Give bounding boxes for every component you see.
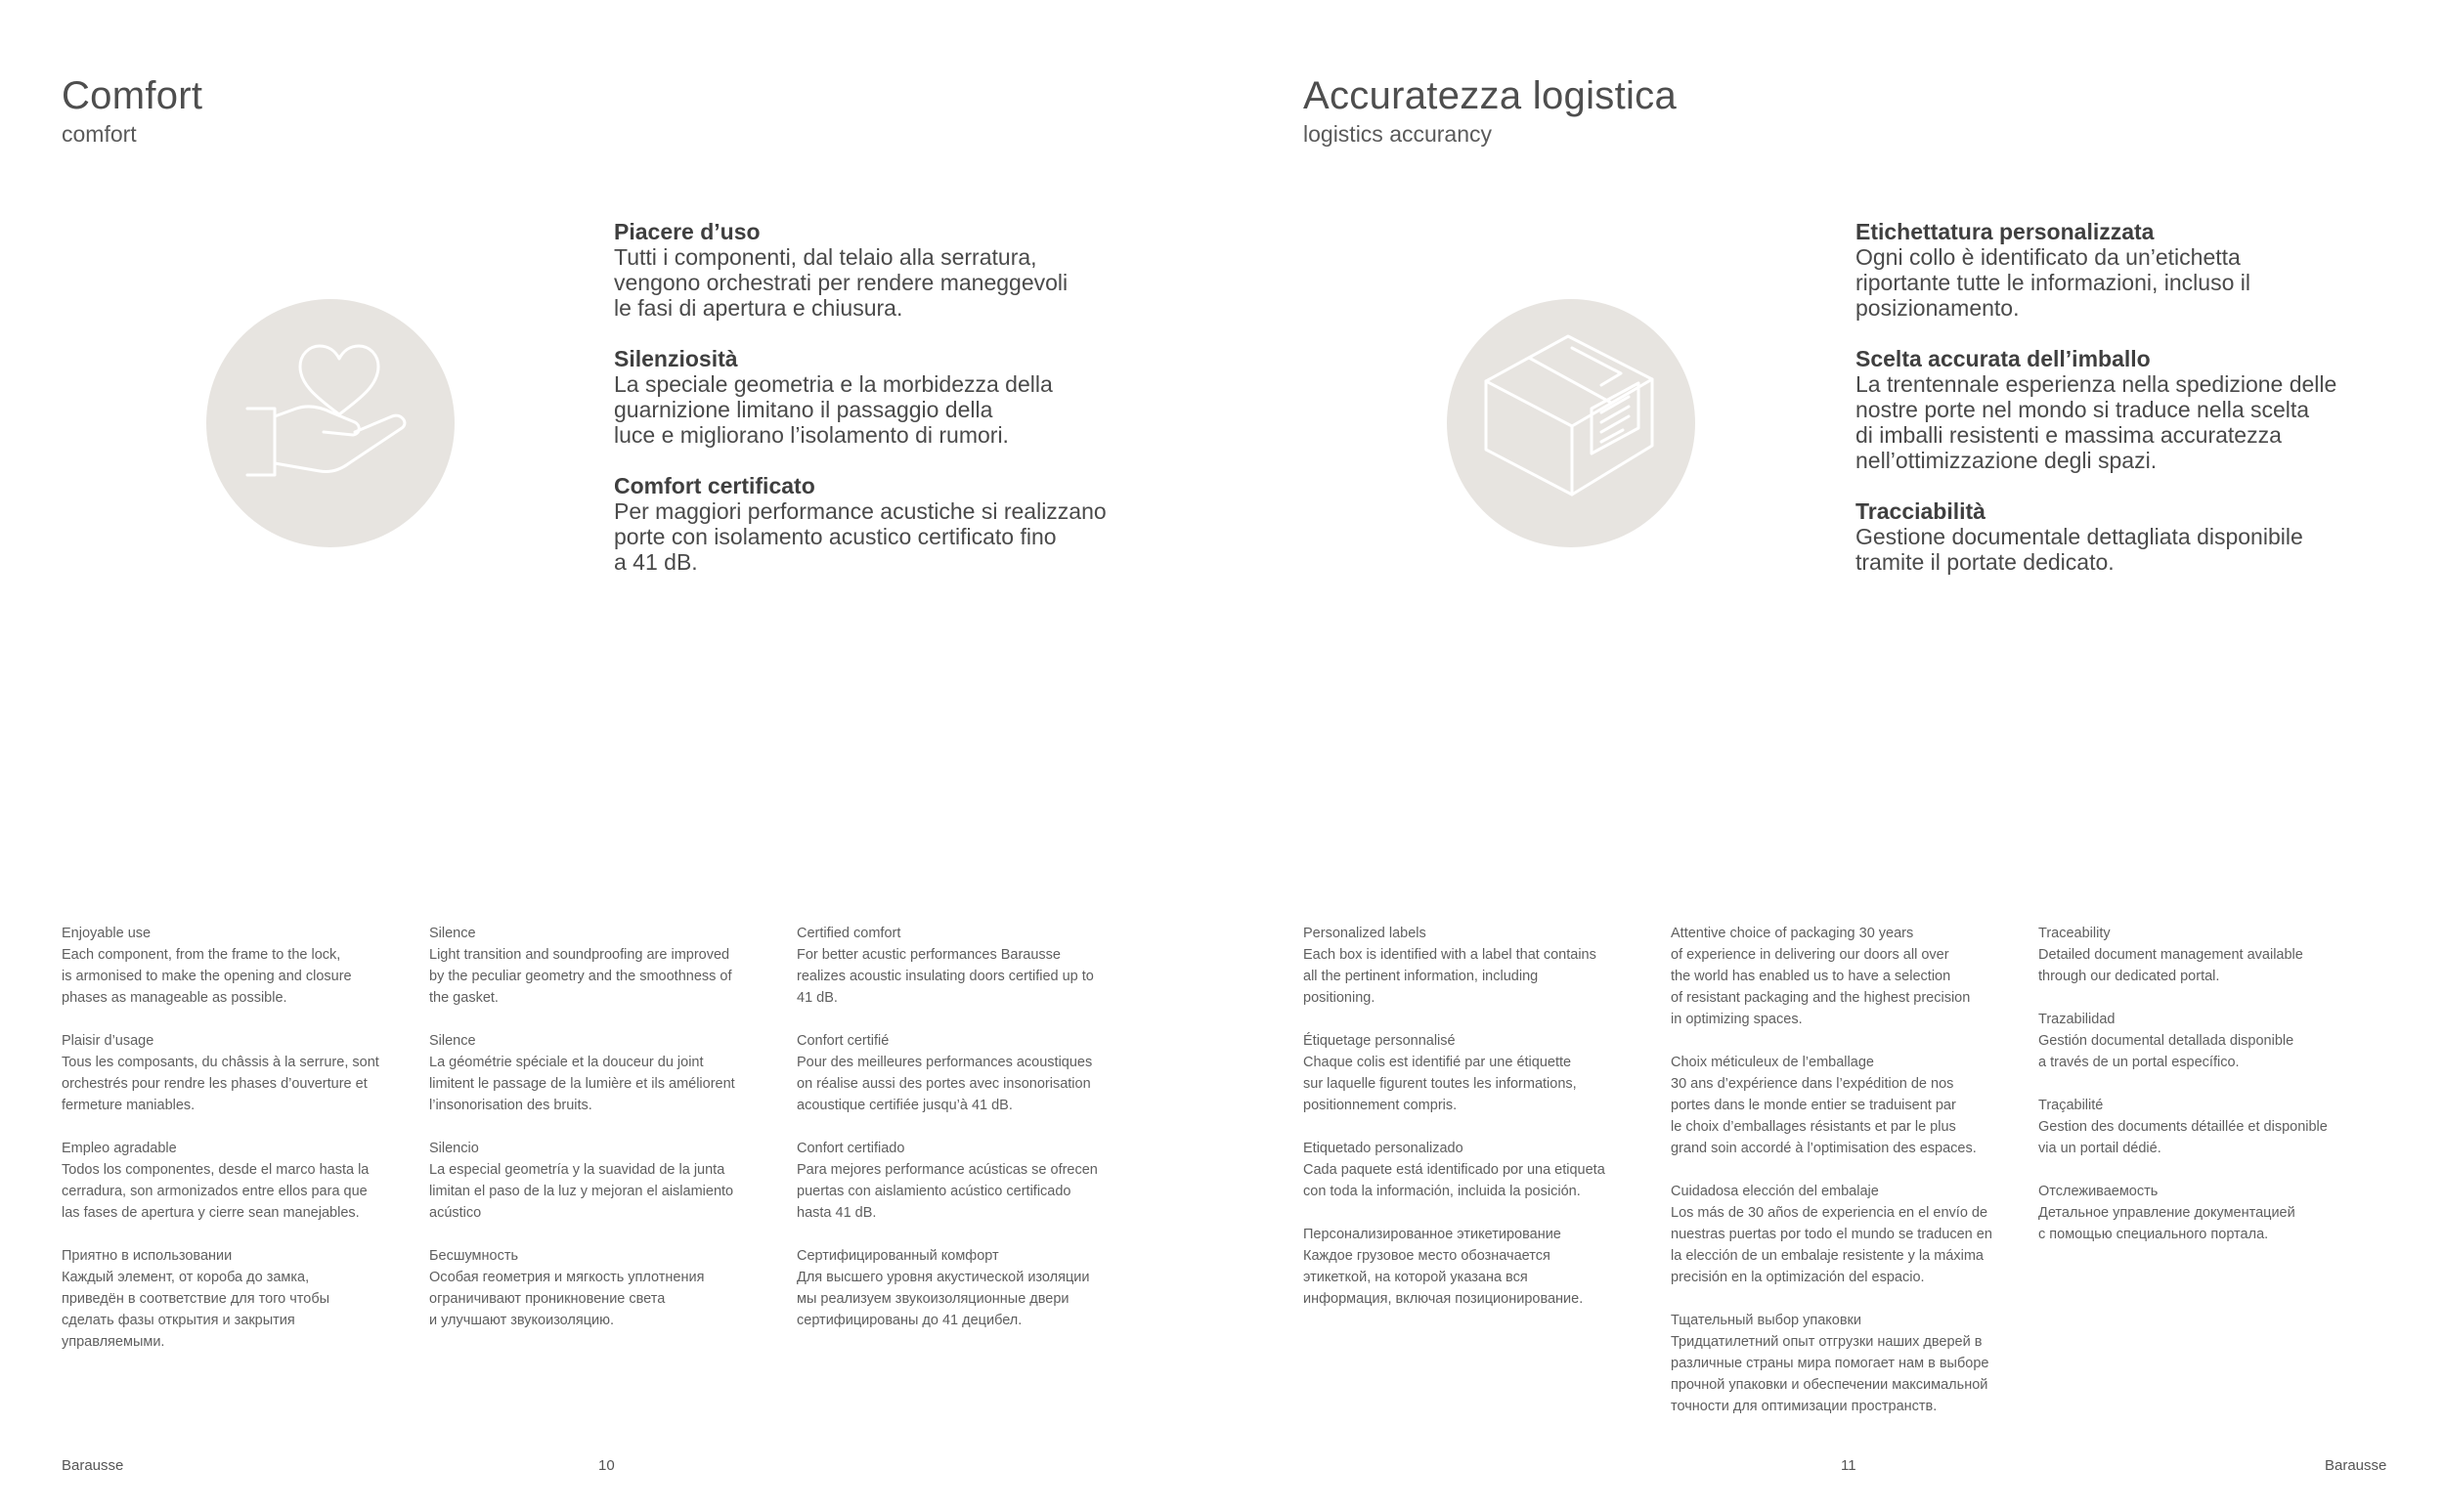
feature-title: Piacere d’uso	[614, 219, 761, 244]
feature-line: Ogni collo è identificato da un’etichetta	[1855, 244, 2241, 270]
translation-line: limitan el paso de la luz y mejoran el aislamiento	[429, 1184, 734, 1199]
translation-line: точности для оптимизации пространств.	[1671, 1399, 1938, 1414]
translation-block	[2038, 1095, 2402, 1159]
translation-line: различные страны мира помогает нам в выборе	[1671, 1356, 1989, 1371]
feature-line: riportante tutte le informazioni, incluso il	[1855, 270, 2250, 295]
feature-title: Etichettatura personalizzata	[1855, 219, 2155, 244]
translation-line: puertas con aislamiento acústico certificado	[797, 1184, 1071, 1199]
translation-line: Gestion des documents détaillée et disponible	[2038, 1119, 2328, 1135]
translation-line: Each box is identified with a label that contains	[1303, 947, 1596, 963]
feature-title: Silenziosità	[614, 346, 738, 371]
feature-line: posizionamento.	[1855, 295, 2020, 321]
feature-piacere-duso	[614, 219, 1161, 321]
feature-title: Tracciabilità	[1855, 498, 1986, 524]
feature-line: La trentennale esperienza nella spedizione delle	[1855, 371, 2337, 397]
translation-block	[62, 1138, 425, 1224]
translation-title: Personalized labels	[1303, 926, 1426, 941]
translation-line: мы реализуем звукоизоляционные двери	[797, 1291, 1069, 1307]
translation-block	[1303, 1030, 1667, 1116]
translation-block	[429, 1245, 793, 1331]
translation-line: the world has enabled us to have a selection	[1671, 969, 1951, 984]
feature-silenziosita	[614, 346, 1161, 448]
feature-line: Tutti i componenti, dal telaio alla serratura,	[614, 244, 1037, 270]
translation-line: 30 ans d’expérience dans l’expédition de nos	[1671, 1076, 1954, 1092]
translation-title: Étiquetage personnalisé	[1303, 1033, 1456, 1049]
translation-title: Traceability	[2038, 926, 2111, 941]
translation-line: этикеткой, на которой указана вся	[1303, 1270, 1528, 1285]
translation-line: hasta 41 dB.	[797, 1205, 877, 1221]
left-translations-col-3	[797, 923, 1160, 1353]
translation-title: Cuidadosa elección del embalaje	[1671, 1184, 1879, 1199]
heart-in-hand-icon	[206, 299, 455, 547]
left-translations-col-1	[62, 923, 425, 1374]
translation-title: Приятно в использовании	[62, 1248, 233, 1264]
translation-line: limitent le passage de la lumière et ils améliorent	[429, 1076, 735, 1092]
translation-line: Para mejores performance acústicas se ofrecen	[797, 1162, 1098, 1178]
translation-line: of resistant packaging and the highest precision	[1671, 990, 1971, 1006]
feature-line: guarnizione limitano il passaggio della	[614, 397, 993, 422]
translation-line: of experience in delivering our doors all over	[1671, 947, 1949, 963]
feature-line: vengono orchestrati per rendere maneggevoli	[614, 270, 1069, 295]
translation-title: Attentive choice of packaging 30 years	[1671, 926, 1914, 941]
translation-block	[1671, 1181, 2034, 1288]
comfort-icon-circle	[206, 299, 455, 547]
feature-line: Gestione documentale dettagliata disponibile	[1855, 524, 2303, 549]
left-page-subtitle: comfort	[62, 121, 137, 147]
translation-block	[429, 1138, 793, 1224]
translation-title: Сертифицированный комфорт	[797, 1248, 999, 1264]
translation-block	[1671, 1310, 2034, 1417]
feature-etichettatura	[1855, 219, 2403, 321]
right-page-subtitle: logistics accurancy	[1303, 121, 1493, 147]
feature-tracciabilita	[1855, 498, 2403, 575]
translation-block	[797, 1138, 1160, 1224]
right-page-number: 11	[1841, 1457, 1856, 1474]
translation-line: Детальное управление документацией	[2038, 1205, 2295, 1221]
translation-line: acoustique certifiée jusqu’à 41 dB.	[797, 1098, 1013, 1113]
translation-line: информация, включая позиционирование.	[1303, 1291, 1584, 1307]
right-translations-col-3	[2038, 923, 2402, 1267]
translation-line: Tous les composants, du châssis à la serrure, sont	[62, 1055, 379, 1070]
translation-line: ограничивают проникновение света	[429, 1291, 666, 1307]
feature-line: La speciale geometria e la morbidezza della	[614, 371, 1053, 397]
translation-line: Каждый элемент, от короба до замка,	[62, 1270, 310, 1285]
translation-line: 41 dB.	[797, 990, 838, 1006]
translation-line: La géométrie spéciale et la douceur du joint	[429, 1055, 704, 1070]
translation-block	[62, 1245, 425, 1353]
translation-line: Каждое грузовое место обозначается	[1303, 1248, 1550, 1264]
feature-title: Comfort certificato	[614, 473, 815, 498]
translation-line: precisión en la optimización del espacio.	[1671, 1270, 1925, 1285]
translation-line: a través de un portal específico.	[2038, 1055, 2240, 1070]
translation-line: by the peculiar geometry and the smoothness of	[429, 969, 732, 984]
translation-title: Choix méticuleux de l’emballage	[1671, 1055, 1874, 1070]
translation-line: Cada paquete está identificado por una etiqueta	[1303, 1162, 1605, 1178]
translation-line: through our dedicated portal.	[2038, 969, 2220, 984]
translation-line: orchestrés pour rendre les phases d’ouverture et	[62, 1076, 368, 1092]
translation-title: Confort certifiado	[797, 1141, 905, 1156]
right-features	[1855, 219, 2403, 600]
translation-block	[62, 1030, 425, 1116]
translation-line: on réalise aussi des portes avec insonorisation	[797, 1076, 1091, 1092]
package-box-icon	[1447, 299, 1695, 547]
translation-line: приведён в соответствие для того чтобы	[62, 1291, 330, 1307]
translation-line: cerradura, son armonizados entre ellos para que	[62, 1184, 368, 1199]
translation-line: La especial geometría y la suavidad de la junta	[429, 1162, 725, 1178]
translation-title: Бесшумность	[429, 1248, 519, 1264]
left-features	[614, 219, 1161, 600]
translation-title: Plaisir d’usage	[62, 1033, 154, 1049]
feature-comfort-certificato	[614, 473, 1161, 575]
feature-line: tramite il portate dedicato.	[1855, 549, 2115, 575]
translation-block	[1671, 923, 2034, 1030]
feature-scelta-imballo	[1855, 346, 2403, 473]
translation-line: Pour des meilleures performances acoustiques	[797, 1055, 1093, 1070]
translation-block	[1303, 1224, 1667, 1310]
feature-line: nell’ottimizzazione degli spazi.	[1855, 448, 2158, 473]
translation-block	[2038, 1009, 2402, 1073]
left-translations-col-2	[429, 923, 793, 1353]
translation-block	[2038, 923, 2402, 987]
left-page-number: 10	[598, 1457, 615, 1474]
translation-line: Тридцатилетний опыт отгрузки наших дверей в	[1671, 1334, 1983, 1350]
translation-line: и улучшают звукоизоляцию.	[429, 1313, 615, 1328]
translation-block	[429, 923, 793, 1009]
feature-line: porte con isolamento acustico certificato fino	[614, 524, 1057, 549]
translation-line: con toda la información, incluida la posición.	[1303, 1184, 1581, 1199]
translation-line: Each component, from the frame to the lock,	[62, 947, 341, 963]
translation-block	[1671, 1052, 2034, 1159]
translation-block	[797, 1030, 1160, 1116]
translation-line: portes dans le monde entier se traduisent par	[1671, 1098, 1956, 1113]
translation-line: la elección de un embalaje resistente y la máxima	[1671, 1248, 1984, 1264]
translation-line: positionnement compris.	[1303, 1098, 1458, 1113]
translation-line: управляемыми.	[62, 1334, 165, 1350]
translation-line: прочной упаковки и обеспечении максимальной	[1671, 1377, 1988, 1393]
feature-line: le fasi di apertura e chiusura.	[614, 295, 903, 321]
translation-block	[2038, 1181, 2402, 1245]
translation-title: Traçabilité	[2038, 1098, 2104, 1113]
right-footer-brand: Barausse	[2325, 1457, 2387, 1474]
right-translations-col-1	[1303, 923, 1667, 1331]
translation-line: Todos los componentes, desde el marco hasta la	[62, 1162, 370, 1178]
translation-title: Silencio	[429, 1141, 479, 1156]
translation-title: Trazabilidad	[2038, 1012, 2116, 1027]
translation-line: sur laquelle figurent toutes les informations,	[1303, 1076, 1577, 1092]
translation-line: las fases de apertura y cierre sean manejables.	[62, 1205, 360, 1221]
translation-title: Silence	[429, 1033, 476, 1049]
translation-line: nuestras puertas por todo el mundo se traducen en	[1671, 1227, 1992, 1242]
right-translations-col-2	[1671, 923, 2034, 1439]
translation-title: Тщательный выбор упаковки	[1671, 1313, 1861, 1328]
translation-line: the gasket.	[429, 990, 499, 1006]
translation-title: Silence	[429, 926, 476, 941]
translation-line: Особая геометрия и мягкость уплотнения	[429, 1270, 705, 1285]
feature-line: luce e migliorano l’isolamento di rumori.	[614, 422, 1009, 448]
translation-title: Персонализированное этикетирование	[1303, 1227, 1561, 1242]
translation-block	[1303, 923, 1667, 1009]
translation-line: Detailed document management available	[2038, 947, 2303, 963]
translation-line: fermeture maniables.	[62, 1098, 196, 1113]
translation-line: in optimizing spaces.	[1671, 1012, 1803, 1027]
translation-line: phases as manageable as possible.	[62, 990, 287, 1006]
translation-line: l’insonorisation des bruits.	[429, 1098, 592, 1113]
feature-line: nostre porte nel mondo si traduce nella scelta	[1855, 397, 2310, 422]
translation-line: сертифицированы до 41 децибел.	[797, 1313, 1023, 1328]
translation-title: Certified comfort	[797, 926, 901, 941]
feature-line: Per maggiori performance acustiche si realizzano	[614, 498, 1107, 524]
translation-title: Confort certifié	[797, 1033, 890, 1049]
feature-line: di imballi resistenti e massima accuratezza	[1855, 422, 2282, 448]
translation-line: grand soin accordé à l’optimisation des espaces.	[1671, 1141, 1977, 1156]
translation-line: is armonised to make the opening and closure	[62, 969, 352, 984]
translation-line: сделать фазы открытия и закрытия	[62, 1313, 295, 1328]
translation-line: Gestión documental detallada disponible	[2038, 1033, 2294, 1049]
translation-title: Enjoyable use	[62, 926, 152, 941]
translation-line: all the pertinent information, including	[1303, 969, 1539, 984]
translation-line: Light transition and soundproofing are improved	[429, 947, 730, 963]
translation-line: Для высшего уровня акустической изоляции	[797, 1270, 1090, 1285]
translation-line: le choix d’emballages résistants et par le plus	[1671, 1119, 1956, 1135]
feature-line: a 41 dB.	[614, 549, 698, 575]
feature-title: Scelta accurata dell’imballo	[1855, 346, 2151, 371]
translation-block	[797, 1245, 1160, 1331]
translation-line: via un portail dédié.	[2038, 1141, 2161, 1156]
translation-block	[1303, 1138, 1667, 1202]
translation-title: Отслеживаемость	[2038, 1184, 2159, 1199]
translation-block	[797, 923, 1160, 1009]
translation-line: Los más de 30 años de experiencia en el envío de	[1671, 1205, 1988, 1221]
translation-line: For better acustic performances Barausse	[797, 947, 1061, 963]
translation-line: positioning.	[1303, 990, 1375, 1006]
translation-line: acústico	[429, 1205, 482, 1221]
translation-line: realizes acoustic insulating doors certified up to	[797, 969, 1094, 984]
translation-title: Empleo agradable	[62, 1141, 177, 1156]
translation-line: с помощью специального портала.	[2038, 1227, 2269, 1242]
logistics-icon-circle	[1447, 299, 1695, 547]
translation-title: Etiquetado personalizado	[1303, 1141, 1463, 1156]
translation-line: Chaque colis est identifié par une étiquette	[1303, 1055, 1572, 1070]
left-footer-brand: Barausse	[62, 1457, 124, 1474]
right-page-title: Accuratezza logistica	[1303, 74, 1678, 117]
translation-block	[429, 1030, 793, 1116]
translation-block	[62, 923, 425, 1009]
left-page-title: Comfort	[62, 74, 203, 117]
